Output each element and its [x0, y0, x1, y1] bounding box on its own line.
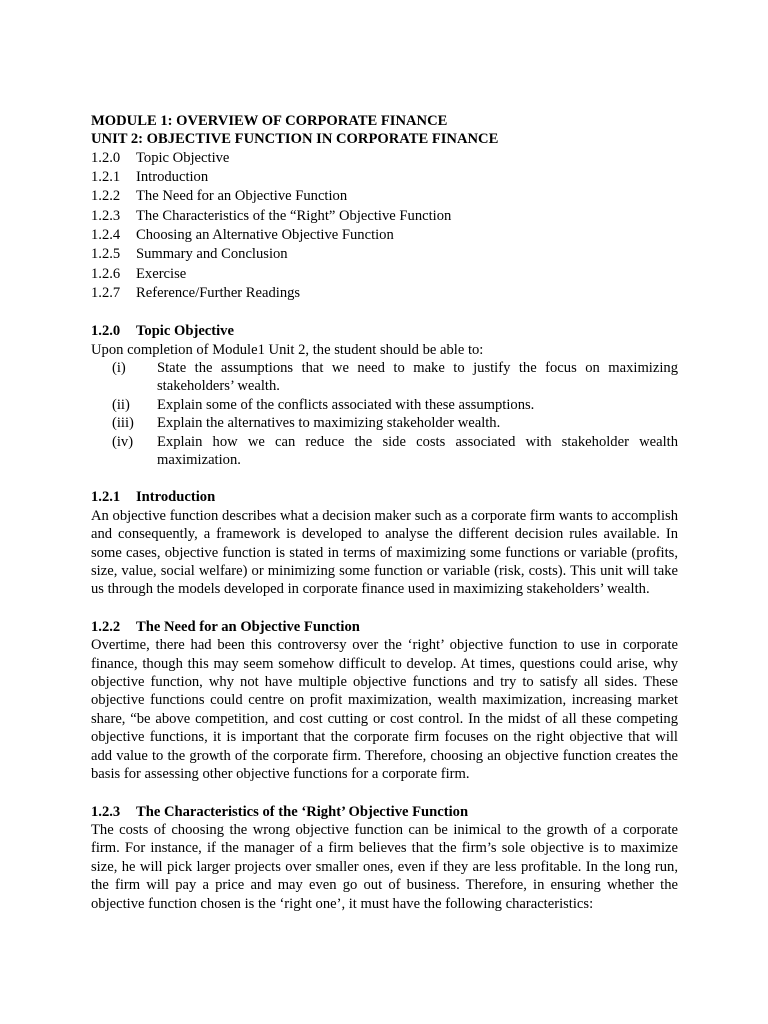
- toc-title: The Need for an Objective Function: [136, 188, 348, 205]
- toc-title: Summary and Conclusion: [136, 246, 288, 263]
- section-title: Topic Objective: [136, 323, 234, 340]
- list-item: [91, 433, 678, 470]
- toc-item: [91, 187, 678, 206]
- list-marker: (i): [112, 359, 126, 376]
- toc-item: [91, 207, 678, 226]
- toc-number: 1.2.2: [91, 188, 121, 205]
- toc-number: 1.2.1: [91, 169, 121, 186]
- module-title: MODULE 1: OVERVIEW OF CORPORATE FINANCE: [91, 113, 448, 129]
- section-heading-topic-objective: [91, 322, 678, 340]
- toc-item: [91, 245, 678, 264]
- table-of-contents: [91, 149, 678, 303]
- section-number: 1.2.1: [91, 489, 121, 506]
- unit-title: UNIT 2: OBJECTIVE FUNCTION IN CORPORATE FINANCE: [91, 131, 499, 148]
- toc-item: [91, 284, 678, 303]
- toc-title: Introduction: [136, 169, 209, 186]
- list-marker: (ii): [112, 396, 130, 413]
- list-item-text: Explain some of the conflicts associated with these assumptions.: [157, 396, 535, 413]
- toc-item: [91, 149, 678, 168]
- objective-list: [91, 359, 678, 469]
- toc-title: Exercise: [136, 265, 187, 282]
- section-number: 1.2.0: [91, 323, 121, 340]
- list-marker: (iv): [112, 433, 134, 450]
- section-heading-introduction: [91, 488, 678, 506]
- section-intro: Upon completion of Module1 Unit 2, the student should be able to:: [91, 341, 484, 358]
- toc-item: [91, 168, 678, 187]
- list-marker: (iii): [112, 415, 134, 432]
- section-title: The Characteristics of the ‘Right’ Objective Function: [136, 803, 469, 820]
- list-item: [91, 396, 678, 414]
- section-heading-need-objective-function: [91, 618, 678, 636]
- toc-number: 1.2.0: [91, 149, 121, 166]
- toc-number: 1.2.6: [91, 265, 121, 282]
- toc-item: [91, 265, 678, 284]
- list-item: [91, 359, 678, 396]
- toc-title: Reference/Further Readings: [136, 284, 301, 301]
- list-item: [91, 414, 678, 432]
- section-heading-characteristics: [91, 803, 678, 821]
- document-page: [91, 112, 678, 913]
- list-item-text: Explain how we can reduce the side costs associated with stakeholder wealth maximization.: [157, 433, 678, 469]
- toc-number: 1.2.4: [91, 227, 121, 243]
- section-body: Overtime, there had been this controversy over the ‘right’ objective function to use in corporate finance, though this may seem somehow difficult to develop. At times, questions could arise, why objective function, why not have multiple objective functions and try to satisfy all sides. These objective functions could centre on profit maximization, wealth maximization, increasing market share, “be above competition, and cost cutting or cost control. In the midst of all these competing objective functions, it is important that the corporate firm focuses on the right objective that will add value to the growth of the corporate firm. Therefore, choosing an objective function creates the basis for assessing other objective functions for a corporate firm.: [91, 637, 678, 783]
- toc-number: 1.2.7: [91, 284, 121, 301]
- section-title: Introduction: [136, 489, 216, 506]
- section-title: The Need for an Objective Function: [136, 618, 360, 635]
- section-number: 1.2.3: [91, 803, 121, 820]
- list-item-text: Explain the alternatives to maximizing stakeholder wealth.: [157, 415, 501, 432]
- toc-title: Choosing an Alternative Objective Function: [136, 227, 394, 243]
- toc-title: Topic Objective: [136, 149, 230, 166]
- section-body: An objective function describes what a decision maker such as a corporate firm wants to accomplish and consequently, a framework is developed to analyse the different decision rules available. In some cases, objective function is stated in terms of maximizing some functions or variable (profits, size, value, social welfare) or minimizing some function or variable (risk, costs). This unit will take us through the models developed in corporate finance used in maximizing stakeholders’ wealth.: [91, 507, 678, 598]
- toc-title: The Characteristics of the “Right” Objective Function: [136, 207, 452, 224]
- toc-number: 1.2.5: [91, 246, 121, 263]
- section-body: The costs of choosing the wrong objective function can be inimical to the growth of a corporate firm. For instance, if the manager of a firm believes that the firm’s sole objective is to maximize size, he will pick larger projects over smaller ones, even if they are less profitable. In the long run, the firm will pay a price and may even go out of business. Therefore, in ensuring whether the objective function chosen is the ‘right one’, it must have the following characteristics:: [91, 821, 678, 912]
- toc-item: [91, 226, 678, 245]
- list-item-text: State the assumptions that we need to make to justify the focus on maximizing stakeholders’ wealth.: [157, 359, 678, 395]
- toc-number: 1.2.3: [91, 207, 121, 224]
- section-number: 1.2.2: [91, 618, 121, 635]
